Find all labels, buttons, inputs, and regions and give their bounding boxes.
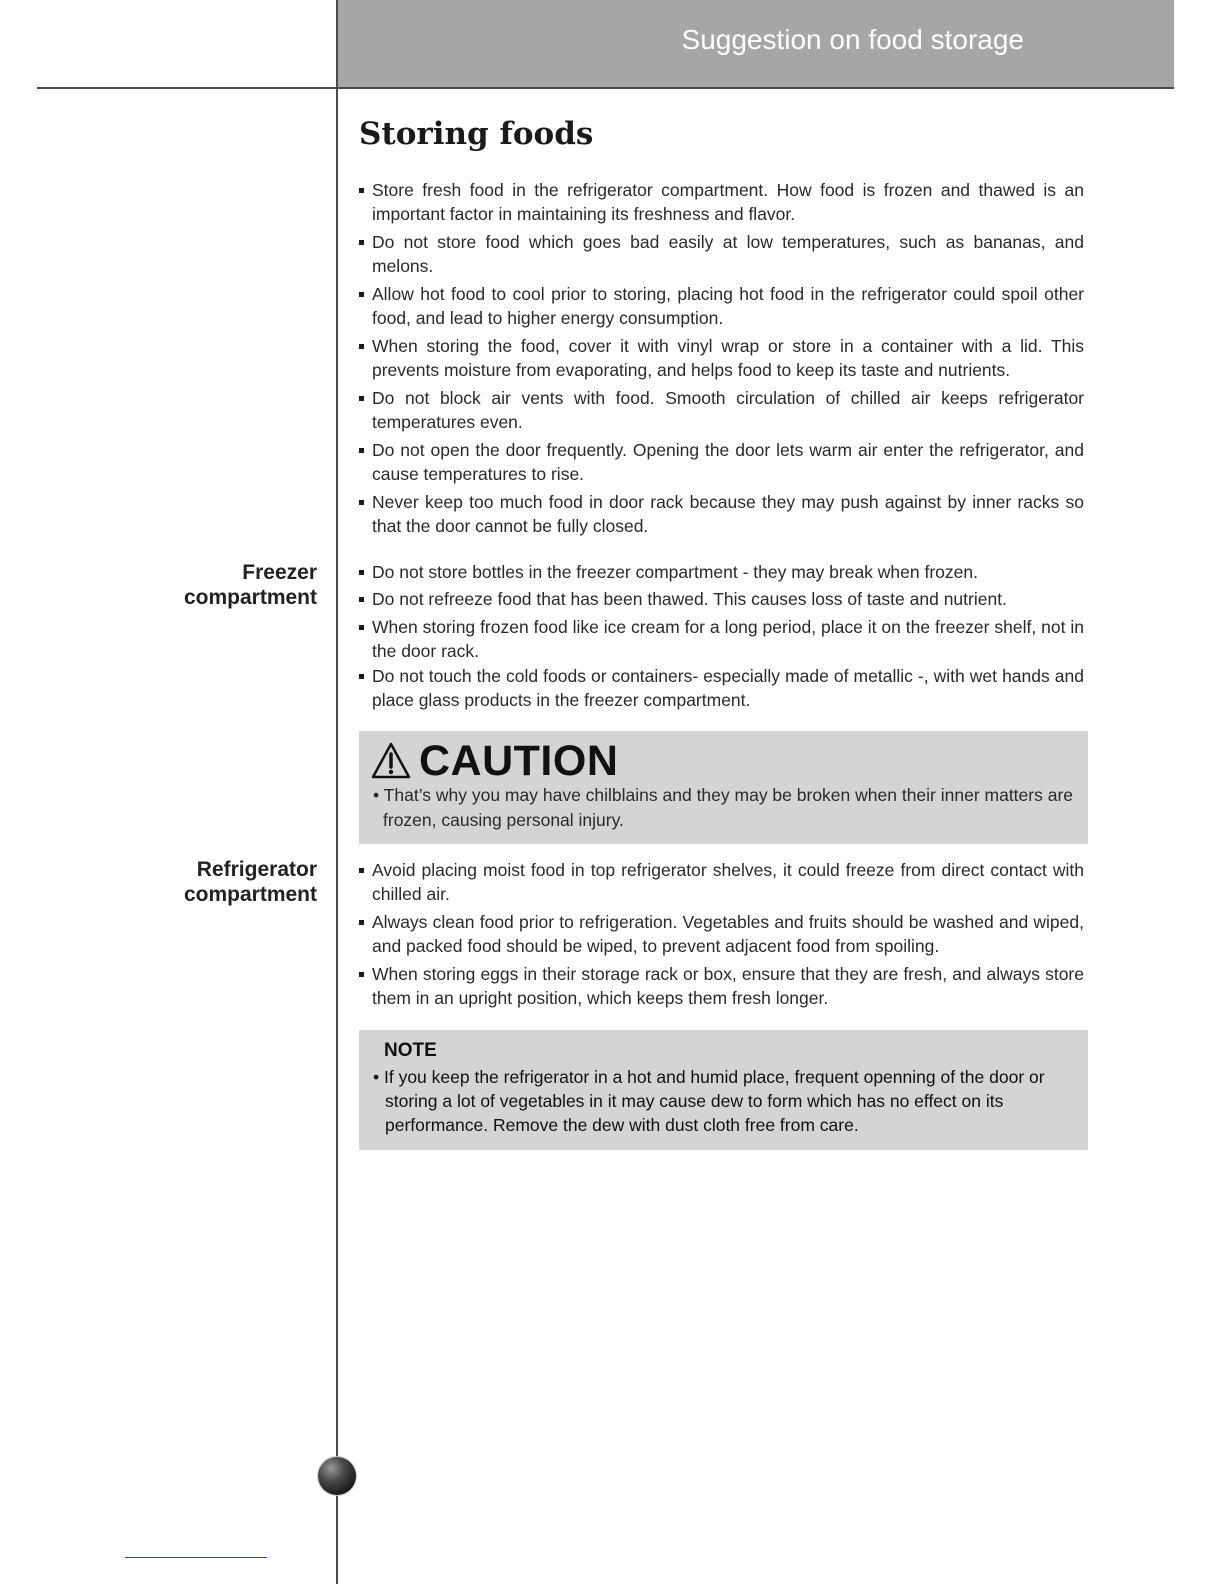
list-item: Do not store bottles in the freezer compartment - they may break when frozen.	[358, 560, 1084, 584]
list-item: Do not store food which goes bad easily at low temperatures, such as bananas, and melons.	[358, 230, 1084, 278]
note-title: NOTE	[384, 1040, 437, 1061]
section-title: Storing foods	[359, 116, 594, 152]
list-item: Do not block air vents with food. Smooth circulation of chilled air keeps refrigerator temperatures even.	[358, 386, 1084, 434]
list-item: When storing the food, cover it with vinyl wrap or store in a container with a lid. This prevents moisture from evaporating, and helps food to keep its taste and nutrients.	[358, 334, 1084, 382]
header-band	[338, 0, 1174, 87]
list-item: Store fresh food in the refrigerator compartment. How food is frozen and thawed is an important factor in maintaining its freshness and flavor.	[358, 178, 1084, 226]
general-bullet-list	[358, 178, 1084, 538]
vertical-rule	[336, 0, 338, 1584]
freezer-bullet-list	[358, 560, 1084, 712]
list-item: Avoid placing moist food in top refrigerator shelves, it could freeze from direct contact with chilled air.	[358, 858, 1084, 906]
warning-triangle-icon	[371, 741, 411, 781]
caution-box	[359, 731, 1088, 844]
freezer-label-line1: Freezer	[242, 561, 317, 584]
caution-text: • That’s why you may have chilblains and they may be broken when their inner matters are frozen, causing personal injury.	[373, 785, 1074, 830]
refrigerator-label-line1: Refrigerator	[196, 858, 317, 881]
note-box	[359, 1030, 1088, 1150]
list-item: Do not refreeze food that has been thawed. This causes loss of taste and nutrient.	[358, 587, 1084, 611]
freezer-compartment-label	[184, 560, 317, 610]
header-rule	[37, 87, 1174, 89]
list-item: Allow hot food to cool prior to storing, placing hot food in the refrigerator could spoil other food, and lead to higher energy consumption.	[358, 282, 1084, 330]
page-header-title: Suggestion on food storage	[681, 24, 1024, 55]
list-item: Do not open the door frequently. Opening the door lets warm air enter the refrigerator, and cause temperatures to rise.	[358, 438, 1084, 486]
refrigerator-compartment-label	[184, 857, 317, 907]
list-item: Do not touch the cold foods or containers- especially made of metallic -, with wet hands and place glass products in the freezer compartment.	[358, 664, 1084, 712]
page-marker-dot	[318, 1457, 356, 1495]
freezer-label-line2: compartment	[183, 586, 317, 609]
list-item: Never keep too much food in door rack because they may push against by inner racks so that the door cannot be fully closed.	[358, 490, 1084, 538]
list-item: Always clean food prior to refrigeration. Vegetables and fruits should be washed and wiped, and packed food should be wiped, to prevent adjacent food from spoiling.	[358, 910, 1084, 958]
caution-title: CAUTION	[419, 737, 619, 785]
refrigerator-label-line2: compartment	[183, 883, 317, 906]
list-item: When storing frozen food like ice cream for a long period, place it on the freezer shelf, not in the door rack.	[358, 615, 1084, 663]
refrigerator-bullet-list	[358, 858, 1084, 1010]
footer-link-underline	[125, 1557, 267, 1558]
note-text: • If you keep the refrigerator in a hot and humid place, frequent openning of the door or storing a lot of vegetables in it may cause dew to form which has no effect on its performance. Remove the dew with dust cloth free from care.	[373, 1067, 1045, 1135]
caution-header	[371, 737, 618, 785]
list-item: When storing eggs in their storage rack or box, ensure that they are fresh, and always store them in an upright position, which keeps them fresh longer.	[358, 962, 1084, 1010]
